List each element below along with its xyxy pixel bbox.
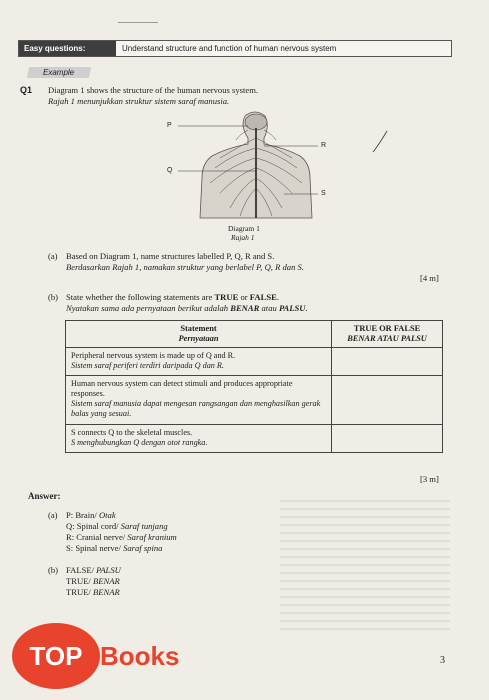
section-label: Easy questions: [19, 41, 116, 56]
question-number: Q1 [20, 85, 33, 95]
example-label: Example [43, 68, 75, 77]
part-b-text: State whether the following statements are TRUE or FALSE. [66, 292, 280, 302]
part-b-marks: [3 m] [420, 474, 439, 484]
answer-a-line: R: Cranial nerve/ Saraf kranium [66, 532, 177, 542]
true-false-header: TRUE OR FALSE BENAR ATAU PALSU [332, 321, 443, 348]
answer-b-line: TRUE/ BENAR [66, 576, 120, 586]
label-p: P [167, 122, 172, 129]
part-a-marks: [4 m] [420, 273, 439, 283]
page-number: 3 [440, 655, 445, 666]
diagram-caption: Diagram 1 [228, 224, 260, 233]
answer-b-number: (b) [48, 565, 59, 575]
nervous-system-diagram [160, 108, 350, 223]
statement-table [65, 320, 443, 453]
table-header-row [66, 321, 443, 348]
question-text: Diagram 1 shows the structure of the human nervous system. [48, 85, 259, 95]
logo-top-text: TOP [29, 641, 83, 671]
table-row: Peripheral nervous system is made up of Q and R. Sistem saraf periferi terdiri daripada Q dan R. [66, 348, 443, 376]
pen-mark-icon [370, 128, 390, 154]
table-row: S connects Q to the skeletal muscles. S menghubungkan Q dengan otot rangka. [66, 425, 443, 453]
answer-cell[interactable] [332, 376, 443, 425]
part-a-number: (a) [48, 251, 58, 261]
table-row: Human nervous system can detect stimuli and produces appropriate responses. Sistem saraf manusia dapat mengesan rangsangan dan menghasilkan gerak balas yang sesuai. [66, 376, 443, 425]
label-q: Q [167, 167, 173, 174]
answer-a-line: P: Brain/ Otak [66, 510, 116, 520]
answer-b-line: TRUE/ BENAR [66, 587, 120, 597]
statement-header: Statement Pernyataan [66, 321, 332, 348]
answer-title: Answer: [28, 491, 61, 501]
question-text-ms: Rajah 1 menunjukkan struktur sistem saraf manusia. [48, 96, 230, 106]
answer-cell[interactable] [332, 425, 443, 453]
answer-a-number: (a) [48, 510, 58, 520]
answer-b-line: FALSE/ PALSU [66, 565, 121, 575]
answer-a-line: S: Spinal nerve/ Saraf spina [66, 543, 163, 553]
bleed-through [280, 500, 450, 630]
label-r: R [321, 142, 327, 149]
scan-mark [118, 22, 158, 23]
answer-cell[interactable] [332, 348, 443, 376]
section-topic: Understand structure and function of human nervous system [116, 41, 451, 56]
label-s: S [321, 190, 326, 197]
topbooks-logo [4, 622, 204, 700]
answer-a-line: Q: Spinal cord/ Saraf tunjang [66, 521, 168, 531]
example-tag [27, 67, 91, 78]
part-a-text-ms: Berdasarkan Rajah 1, namakan struktur yang berlabel P, Q, R dan S. [66, 262, 304, 272]
part-b-number: (b) [48, 292, 59, 302]
part-a-text: Based on Diagram 1, name structures labelled P, Q, R and S. [66, 251, 275, 261]
section-header [18, 40, 452, 57]
logo-books-text: Books [100, 641, 180, 671]
part-b-text-ms: Nyatakan sama ada pernyataan berikut adalah BENAR atau PALSU. [66, 303, 308, 313]
diagram-caption-ms: Rajah 1 [231, 233, 255, 242]
